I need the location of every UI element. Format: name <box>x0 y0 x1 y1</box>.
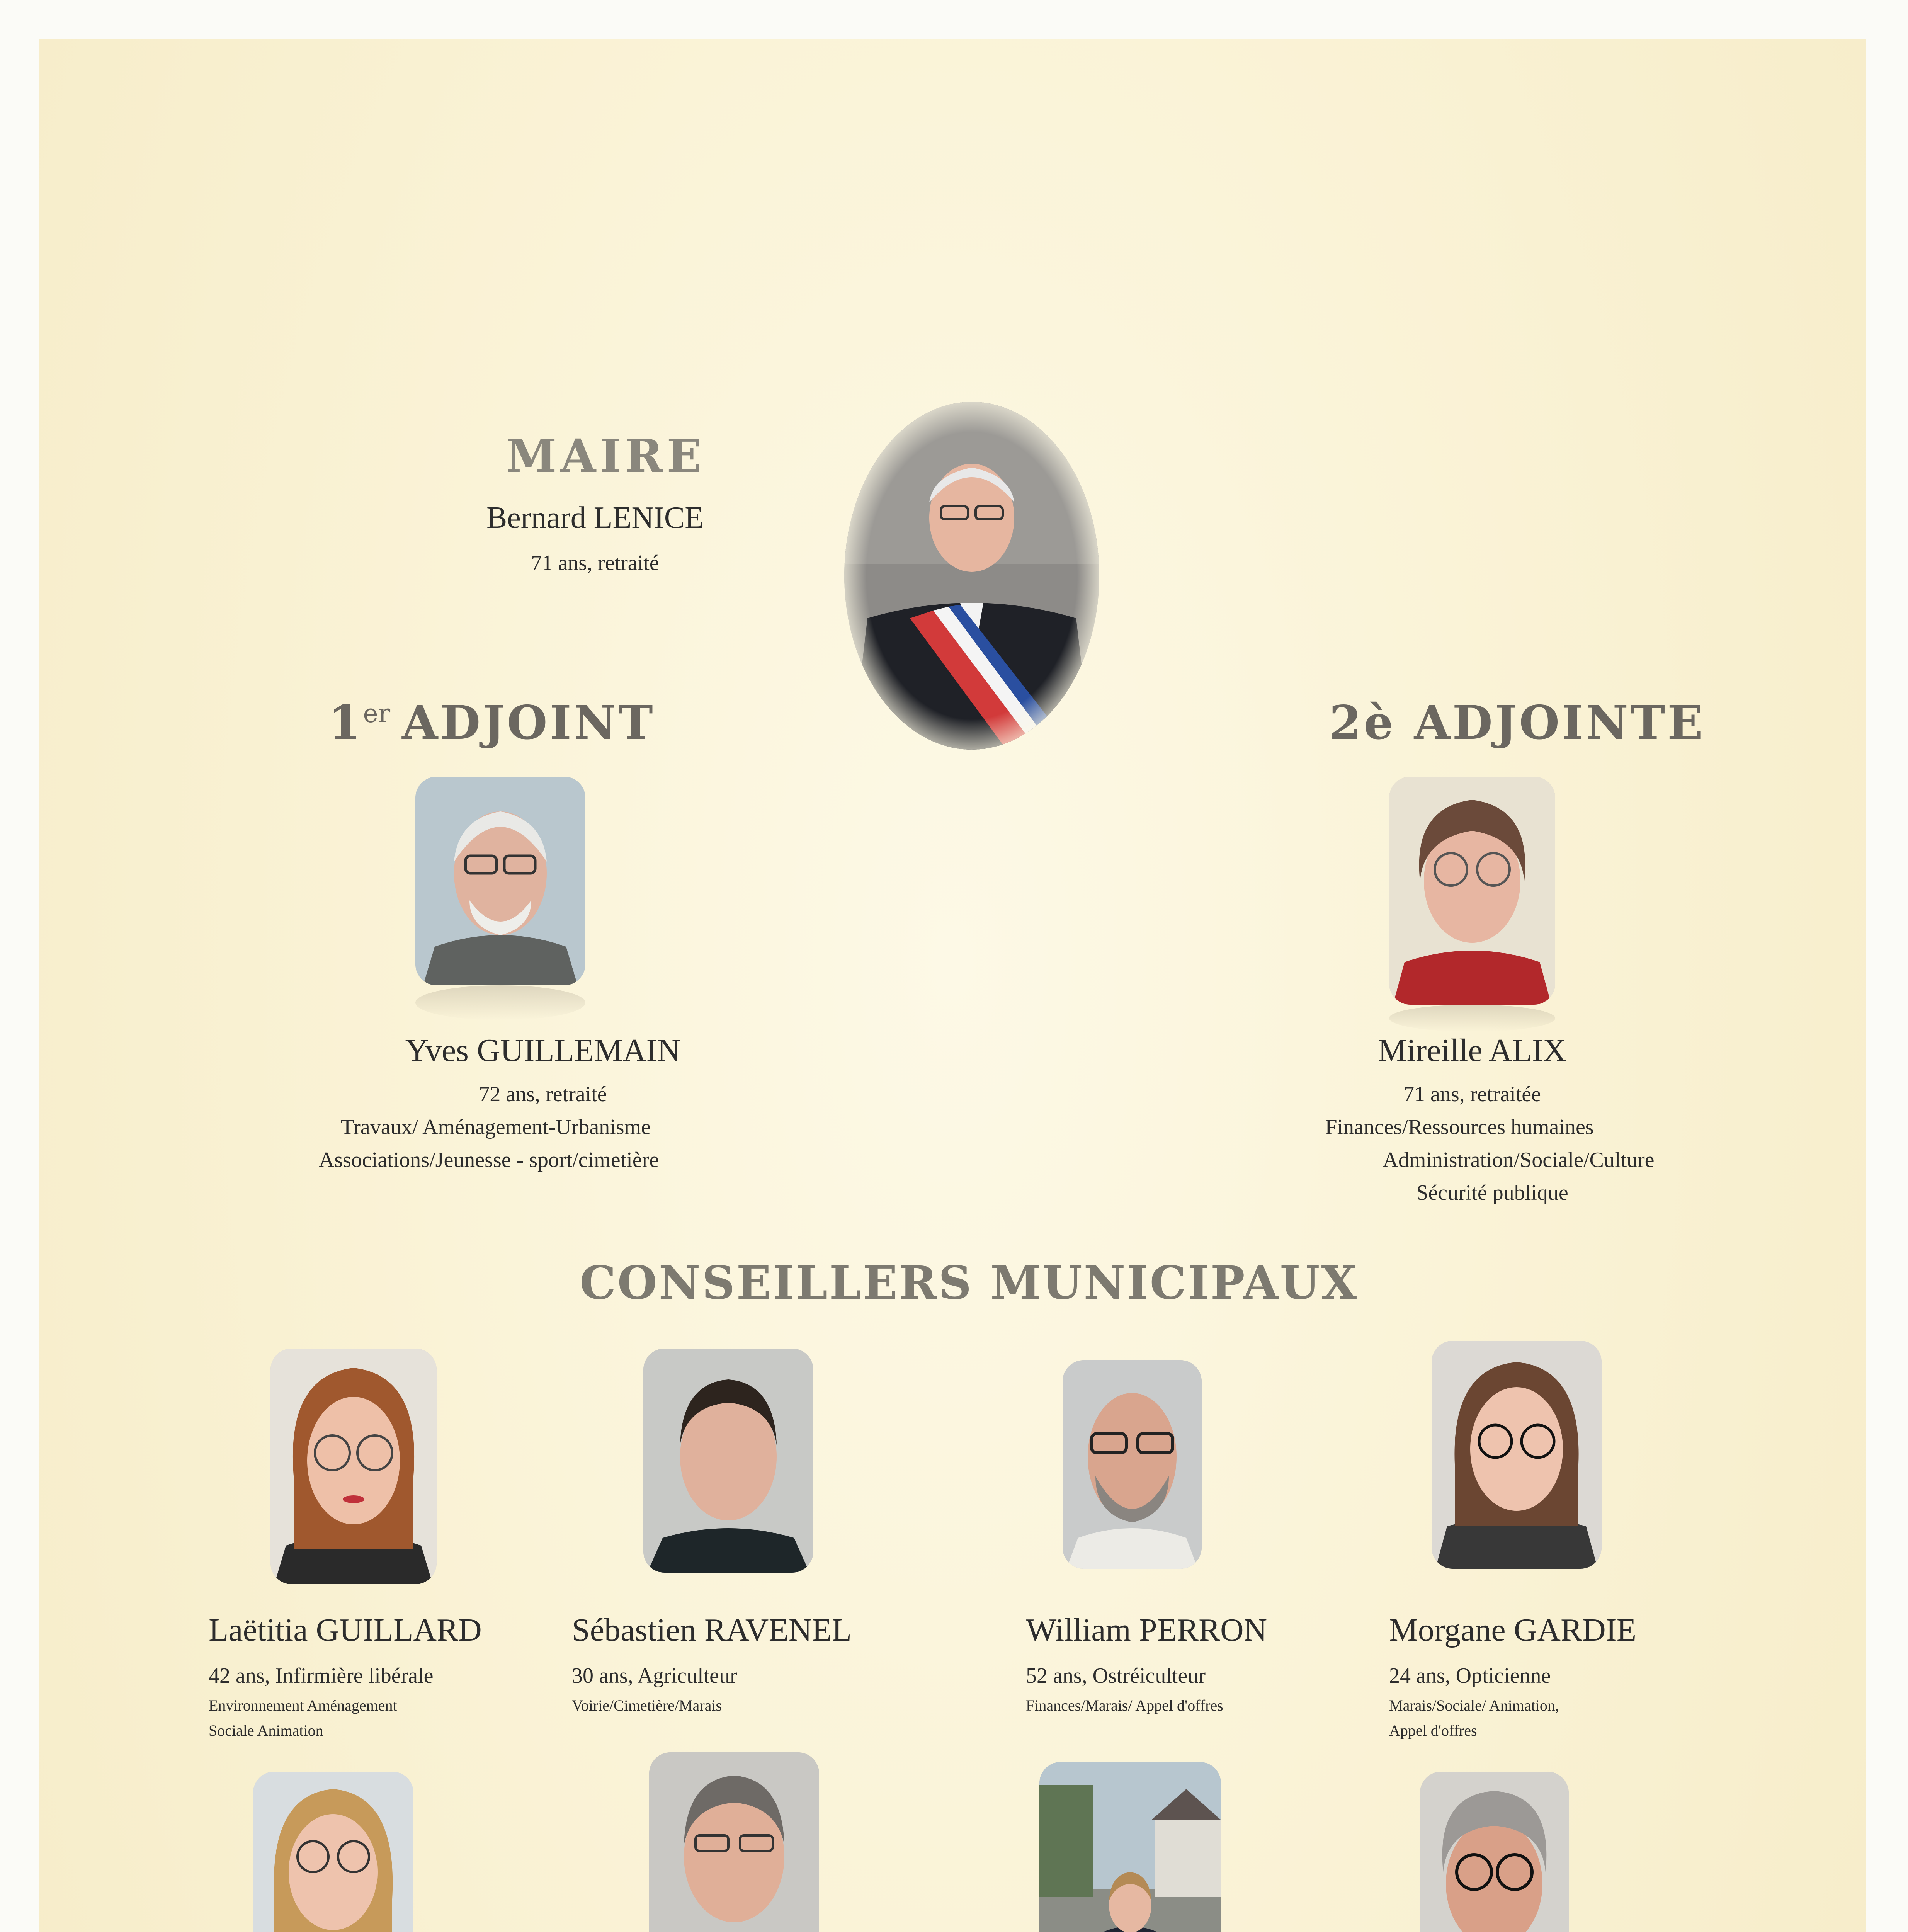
maire-heading: MAIRE <box>506 429 706 483</box>
adjoint1-photo-reflection <box>415 985 585 1020</box>
adjoint1-role-2: Associations/Jeunesse - sport/cimetière <box>318 1148 659 1172</box>
adjoint2-role-1: Finances/Ressources humaines <box>1325 1115 1594 1139</box>
member-photo <box>1063 1360 1202 1569</box>
adjoint1-portrait-photo <box>415 777 585 985</box>
member-name: Sébastien RAVENEL <box>572 1612 852 1648</box>
member-dept: Environnement Aménagement <box>209 1697 397 1714</box>
adjoint1-name: Yves GUILLEMAIN <box>405 1032 681 1068</box>
member-photo <box>643 1349 813 1573</box>
member-dept: Sociale Animation <box>209 1722 323 1739</box>
adjoint2-name: Mireille ALIX <box>1378 1032 1566 1068</box>
adjoint2-portrait-photo <box>1389 777 1555 1005</box>
maire-name: Bernard LENICE <box>486 501 704 535</box>
member-dept: Voirie/Cimetière/Marais <box>572 1697 722 1714</box>
member-age: 24 ans, Opticienne <box>1389 1664 1551 1688</box>
conseillers-heading: CONSEILLERS MUNICIPAUX <box>580 1256 1359 1310</box>
member-name: Morgane GARDIE <box>1389 1612 1637 1648</box>
adjoint2-role-3: Sécurité publique <box>1416 1181 1568 1205</box>
adjoint2-heading: 2è ADJOINTE <box>1329 696 1705 750</box>
member-photo <box>1432 1341 1602 1569</box>
member-age: 30 ans, Agriculteur <box>572 1664 737 1688</box>
adjoint1-role-1: Travaux/ Aménagement-Urbanisme <box>341 1115 651 1139</box>
adjoint2-role-2: Administration/Sociale/Culture <box>1383 1148 1655 1172</box>
member-dept: Appel d'offres <box>1389 1722 1477 1739</box>
member-photo <box>649 1752 819 1932</box>
member-name: William PERRON <box>1026 1612 1267 1648</box>
adjoint2-age: 71 ans, retraitée <box>1403 1082 1541 1106</box>
maire-portrait-photo <box>844 402 1099 750</box>
member-age: 42 ans, Infirmière libérale <box>209 1664 434 1688</box>
member-photo <box>253 1772 413 1932</box>
maire-age: 71 ans, retraité <box>531 551 659 575</box>
member-dept: Marais/Sociale/ Animation, <box>1389 1697 1559 1714</box>
adjoint1-heading: 1er ADJOINT <box>328 696 655 750</box>
adjoint1-age: 72 ans, retraité <box>479 1082 607 1106</box>
member-dept: Finances/Marais/ Appel d'offres <box>1026 1697 1223 1714</box>
member-photo <box>270 1349 437 1584</box>
member-name: Laëtitia GUILLARD <box>209 1612 482 1648</box>
member-photo <box>1039 1762 1221 1932</box>
member-photo <box>1420 1772 1569 1932</box>
member-age: 52 ans, Ostréiculteur <box>1026 1664 1206 1688</box>
adjoint2-photo-reflection <box>1389 1005 1555 1032</box>
